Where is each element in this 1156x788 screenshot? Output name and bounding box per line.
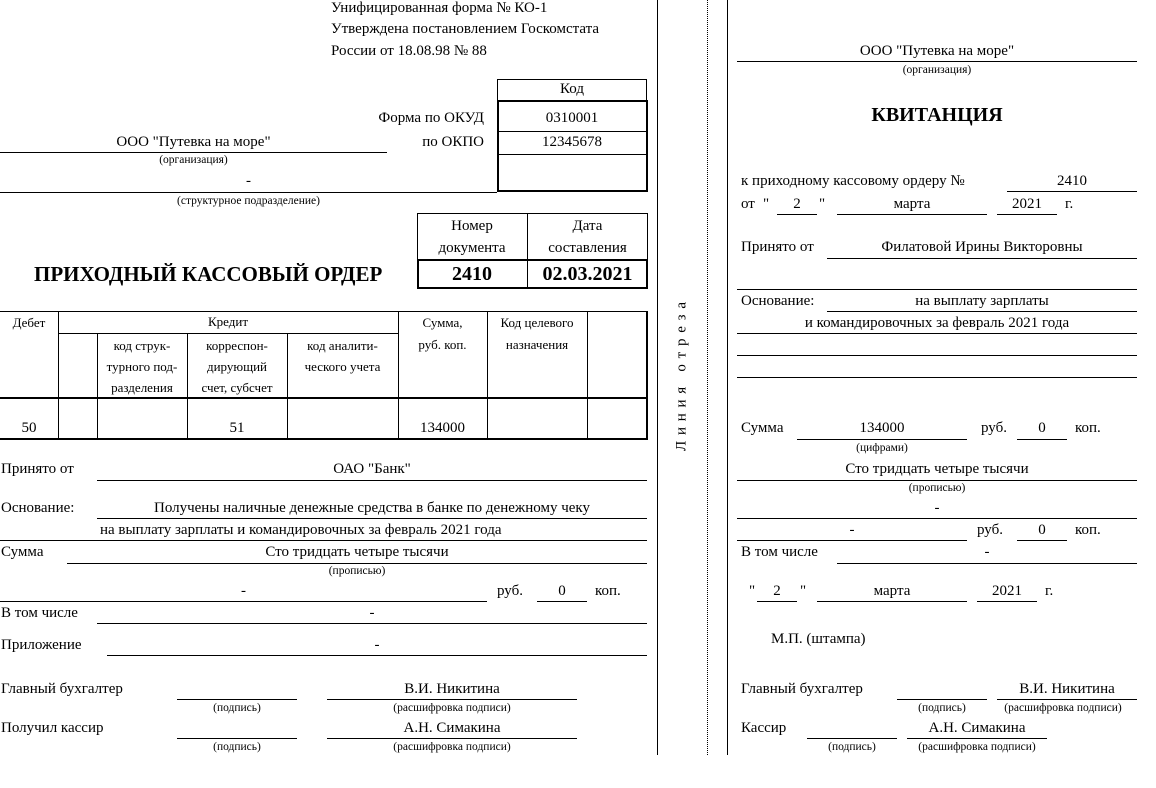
received-from-label: Принято от <box>1 461 74 477</box>
cashier-label: Получил кассир <box>1 720 104 736</box>
struct-header-2: турного под- <box>106 359 178 374</box>
corr-header-3: счет, субсчет <box>201 380 273 395</box>
receipt-dash-1: - <box>934 500 940 516</box>
receipt-day-2: 2 <box>773 583 781 599</box>
receipt-basis-label: Основание: <box>741 293 815 309</box>
okud-label: Форма по ОКУД <box>378 110 484 126</box>
receipt-month-2: марта <box>873 583 911 599</box>
sum-dash: - <box>241 583 246 599</box>
purpose-header-2: назначения <box>505 337 569 352</box>
receipt-year: 2021 <box>1012 196 1042 212</box>
number-header: Номер <box>451 218 493 234</box>
code-header-box <box>497 79 647 101</box>
sum-header-1: Сумма, <box>422 315 463 330</box>
receipt-org: ООО "Путевка на море" <box>859 43 1015 59</box>
received-from-value: ОАО "Банк" <box>333 461 411 477</box>
appendix-label: Приложение <box>1 637 82 653</box>
number-header-2: документа <box>438 240 506 256</box>
corr-header-2: дирующий <box>206 359 268 374</box>
receipt-words-caption: (прописью) <box>908 482 966 494</box>
stamp-label: М.П. (штампа) <box>771 631 866 647</box>
receipt-received-from: Филатовой Ирины Викторовны <box>881 239 1083 255</box>
receipt-cashier-decode-caption: (расшифровка подписи) <box>918 741 1036 753</box>
receipt-org-caption: (организация) <box>902 64 972 76</box>
rub-label: руб. <box>497 583 523 599</box>
doc-number: 2410 <box>452 263 492 285</box>
quote-close: " <box>819 196 826 212</box>
receipt-chief-sign-caption: (подпись) <box>918 702 966 714</box>
receipt-basis-line-1: на выплату зарплаты <box>915 293 1049 309</box>
order-border <box>657 0 658 755</box>
row-sum: 134000 <box>420 420 465 436</box>
doc-title: ПРИХОДНЫЙ КАССОВЫЙ ОРДЕР <box>34 262 383 286</box>
anal-header-2: ческого учета <box>304 359 381 374</box>
row-corr: 51 <box>229 420 245 436</box>
debit-header: Дебет <box>12 315 46 330</box>
receipt-kop-value-2: 0 <box>1038 522 1046 538</box>
receipt-basis-line-2: и командировочных за февраль 2021 года <box>804 315 1070 331</box>
kop-label: коп. <box>595 583 621 599</box>
form-line-1: Унифицированная форма № КО-1 <box>331 0 548 16</box>
corr-header-1: корреспон- <box>206 338 268 353</box>
basis-line-2: на выплату зарплаты и командировочных за февраль 2021 года <box>100 522 502 538</box>
sum-label: Сумма <box>1 544 44 560</box>
receipt-digits-caption: (цифрами) <box>856 442 908 454</box>
okpo-value: 12345678 <box>542 134 602 150</box>
receipt-chief-label: Главный бухгалтер <box>741 681 863 697</box>
quote-close-2: " <box>800 583 807 599</box>
appendix-value: - <box>374 637 380 653</box>
sum-words-caption: (прописью) <box>328 565 386 577</box>
receipt-kop-label: коп. <box>1075 420 1101 436</box>
including-label: В том числе <box>1 605 78 621</box>
from-label: от <box>741 196 755 212</box>
okud-value: 0310001 <box>545 110 599 126</box>
credit-header: Кредит <box>207 314 249 329</box>
cashier-decode-caption: (расшифровка подписи) <box>393 741 511 753</box>
row-debit: 50 <box>21 420 37 436</box>
quote-open-2: " <box>749 583 756 599</box>
receipt-sum-label: Сумма <box>741 420 784 436</box>
chief-name: В.И. Никитина <box>404 681 500 697</box>
including-value: - <box>369 605 375 621</box>
chief-sign-caption: (подпись) <box>213 702 261 714</box>
receipt-title: КВИТАНЦИЯ <box>871 104 1003 126</box>
receipt-chief-name: В.И. Никитина <box>1019 681 1115 697</box>
receipt-sum-words: Сто тридцать четыре тысячи <box>845 461 1029 477</box>
cashier-name: А.Н. Симакина <box>403 720 501 736</box>
receipt-border <box>727 0 728 755</box>
receipt-sum-digits: 134000 <box>859 420 905 436</box>
struct-header-3: разделения <box>111 380 173 395</box>
receipt-kop-label-2: коп. <box>1075 522 1101 538</box>
sum-words: Сто тридцать четыре тысячи <box>265 544 449 560</box>
anal-header-1: код аналити- <box>307 338 378 353</box>
division-value: - <box>246 173 251 189</box>
division-caption: (структурное подразделение) <box>177 195 320 207</box>
date-header: Дата <box>572 218 603 234</box>
receipt-cashier-sign-caption: (подпись) <box>828 741 876 753</box>
to-order-label: к приходному кассовому ордеру № <box>741 173 965 189</box>
year-suffix: г. <box>1065 196 1074 212</box>
year-suffix-2: г. <box>1045 583 1054 599</box>
doc-date: 02.03.2021 <box>542 263 633 285</box>
kop-value: 0 <box>558 583 566 599</box>
form-line-2: Утверждена постановлением Госкомстата <box>331 21 600 37</box>
receipt-rub-label: руб. <box>981 420 1007 436</box>
sum-header-2: руб. коп. <box>418 337 467 352</box>
receipt-cashier-label: Кассир <box>741 720 787 736</box>
purpose-header-1: Код целевого <box>500 315 574 330</box>
receipt-chief-decode-caption: (расшифровка подписи) <box>1004 702 1122 714</box>
receipt-month: марта <box>893 196 931 212</box>
cut-dotted-line <box>707 0 708 755</box>
code-label: Код <box>560 81 584 97</box>
organization-name: ООО "Путевка на море" <box>116 134 271 150</box>
receipt-including-label: В том числе <box>741 544 818 560</box>
receipt-kop-value: 0 <box>1038 420 1046 436</box>
receipt-including-value: - <box>984 544 990 560</box>
organization-caption: (организация) <box>159 154 228 166</box>
cashier-sign-caption: (подпись) <box>213 741 261 753</box>
receipt-year-2: 2021 <box>992 583 1022 599</box>
form-line-3: России от 18.08.98 № 88 <box>331 43 487 59</box>
quote-open: " <box>763 196 770 212</box>
struct-header-1: код струк- <box>113 338 171 353</box>
cut-line-label: Л и н и я о т р е з а <box>673 301 690 451</box>
chief-decode-caption: (расшифровка подписи) <box>393 702 511 714</box>
receipt-day: 2 <box>793 196 801 212</box>
okpo-label: по ОКПО <box>422 134 484 150</box>
basis-line-1: Получены наличные денежные средства в банке по денежному чеку <box>153 500 591 516</box>
basis-label: Основание: <box>1 500 75 516</box>
receipt-rub-label-2: руб. <box>977 522 1003 538</box>
receipt-dash-2: - <box>849 522 855 538</box>
chief-label: Главный бухгалтер <box>1 681 123 697</box>
receipt-cashier-name: А.Н. Симакина <box>928 720 1026 736</box>
receipt-received-label: Принято от <box>741 239 814 255</box>
receipt-order-number: 2410 <box>1057 173 1087 189</box>
date-header-2: составления <box>548 240 627 256</box>
